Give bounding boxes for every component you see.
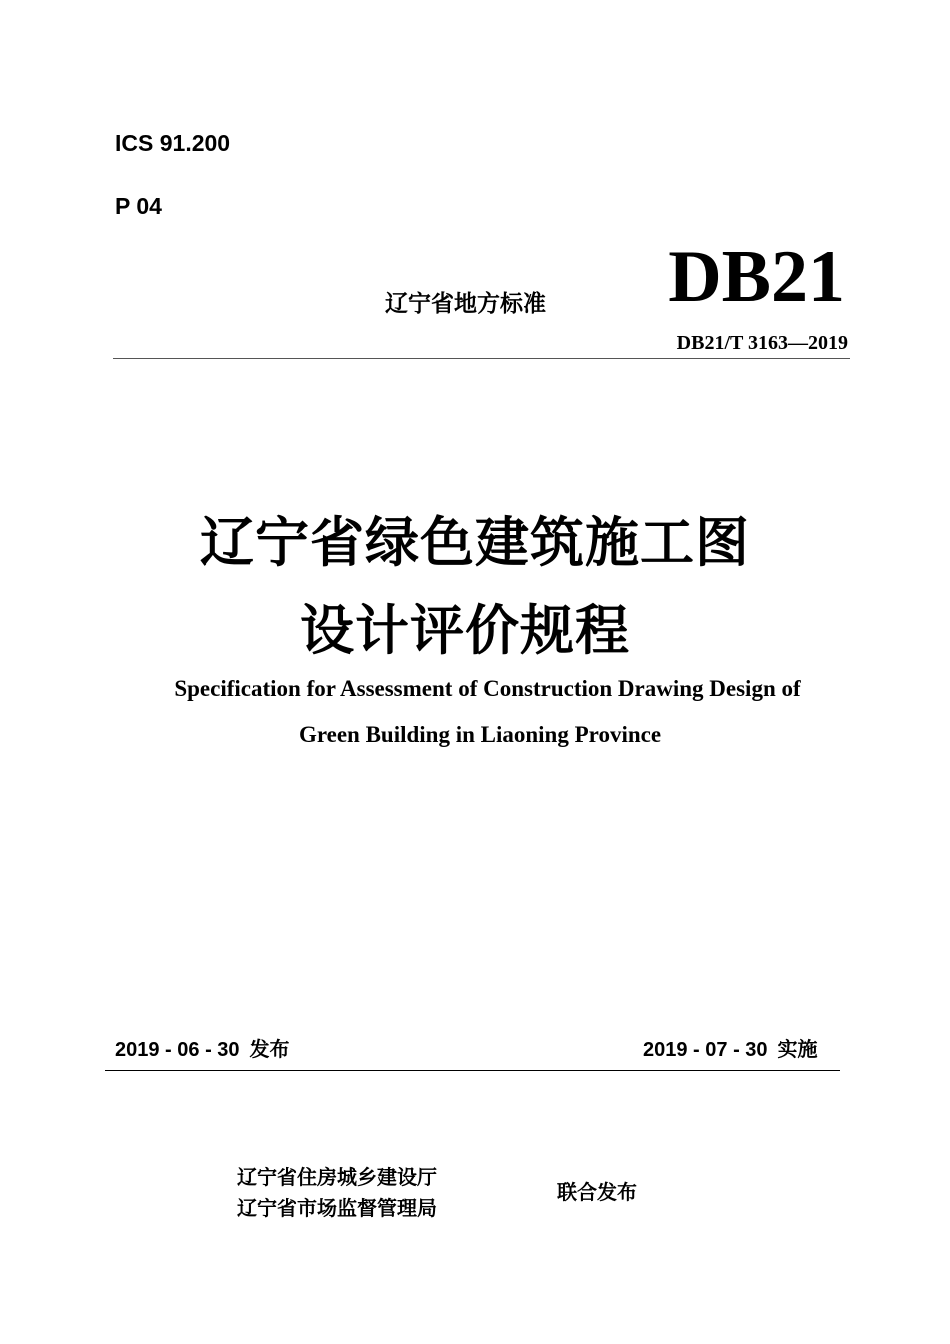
- issue-label: 发布: [249, 1037, 290, 1061]
- title-cn-line-2: 设计评价规程: [300, 599, 630, 662]
- standard-number: DB21/T 3163—2019: [676, 332, 848, 354]
- top-divider: [113, 358, 850, 359]
- title-en-line-2: Green Building in Liaoning Province: [298, 722, 662, 747]
- issue-date-block: [115, 1033, 290, 1062]
- standard-type: 辽宁省地方标准: [385, 291, 546, 317]
- issuer-line-1: 辽宁省住房城乡建设厅: [237, 1165, 437, 1189]
- implement-label: 实施: [777, 1037, 818, 1061]
- title-cn-line-1: 辽宁省绿色建筑施工图: [200, 511, 750, 574]
- implement-date: 2019 - 07 - 30: [643, 1039, 768, 1061]
- bottom-divider: [105, 1070, 840, 1071]
- implement-date-block: [643, 1033, 818, 1062]
- title-en-line-1: Specification for Assessment of Construction Drawing Design of: [174, 676, 801, 701]
- issue-date: 2019 - 06 - 30: [115, 1039, 240, 1061]
- standard-code: DB21: [668, 236, 845, 318]
- ccs-code: P 04: [115, 193, 162, 219]
- ics-code: ICS 91.200: [115, 130, 231, 156]
- issuer-line-2: 辽宁省市场监督管理局: [237, 1196, 437, 1220]
- joint-issue-label: 联合发布: [557, 1180, 637, 1204]
